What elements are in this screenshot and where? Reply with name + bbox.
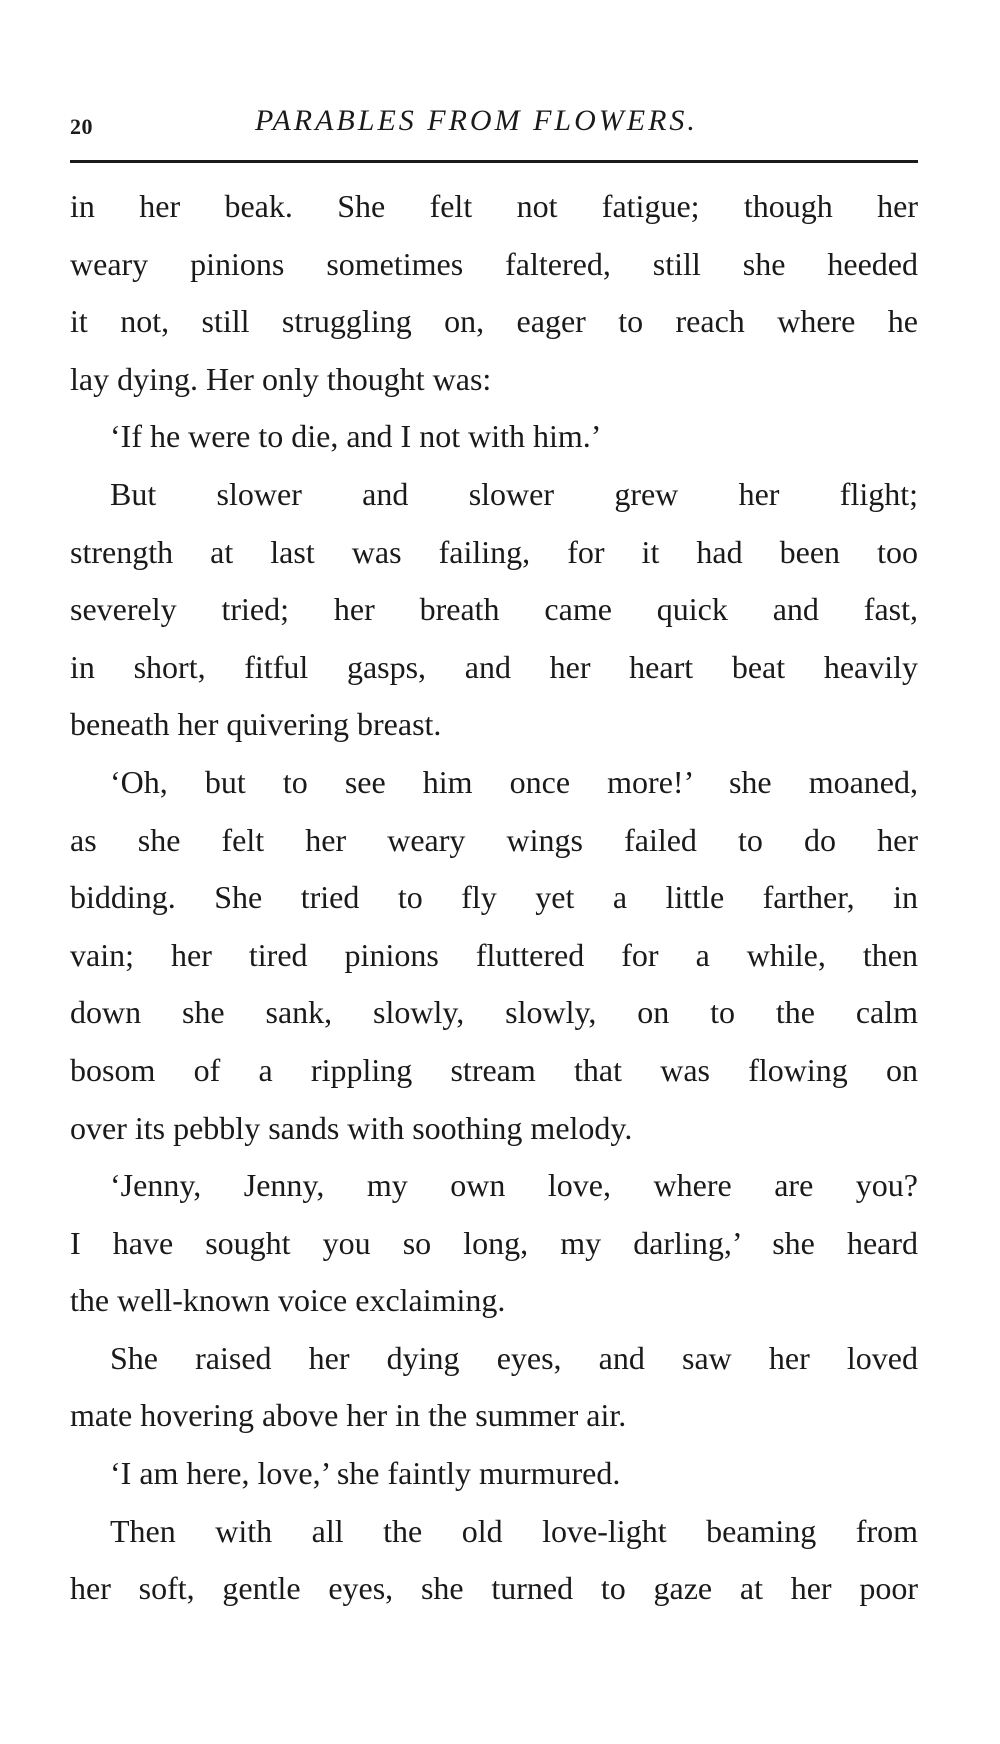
text-line: in her beak. She felt not fatigue; though her: [70, 188, 918, 224]
text-line: ‘Oh, but to see him once more!’ she moaned,: [110, 763, 918, 800]
text-line: bosom of a rippling stream that was flowing on: [70, 1051, 918, 1088]
text-line: bidding. She tried to fly yet a little farther, in: [70, 879, 918, 916]
text-line: Then with all the old love-light beaming from: [110, 1512, 918, 1549]
text-line: But slower and slower grew her flight;: [110, 475, 918, 512]
text-line: mate hovering above her in the summer air.: [70, 1397, 627, 1434]
text-line: ‘Jenny, Jenny, my own love, where are you?: [110, 1167, 918, 1204]
text-line: ‘I am here, love,’ she faintly murmured.: [110, 1455, 621, 1492]
text-line: She raised her dying eyes, and saw her loved: [110, 1339, 918, 1376]
text-line: vain; her tired pinions fluttered for a while, then: [70, 936, 918, 973]
text-line: down she sank, slowly, slowly, on to the calm: [70, 994, 918, 1031]
body-text: [70, 178, 918, 1618]
running-title: PARABLES FROM FLOWERS.: [255, 104, 698, 137]
text-line: lay dying. Her only thought was:: [70, 360, 492, 397]
text-line: it not, still struggling on, eager to reach where he: [70, 303, 918, 340]
text-line: in short, fitful gasps, and her heart beat heavily: [70, 648, 918, 685]
page-header: [70, 104, 918, 148]
text-line: ‘If he were to die, and I not with him.’: [110, 418, 602, 455]
text-line: the well-known voice exclaiming.: [70, 1282, 506, 1319]
text-line: I have sought you so long, my darling,’ she heard: [70, 1224, 918, 1261]
text-line: severely tried; her breath came quick and fast,: [70, 591, 918, 628]
text-line: her soft, gentle eyes, she turned to gaze at her poor: [70, 1570, 918, 1607]
text-line: as she felt her weary wings failed to do her: [70, 821, 918, 858]
text-line: strength at last was failing, for it had been too: [70, 533, 918, 570]
page-number: 20: [70, 114, 93, 139]
header-rule: [70, 160, 918, 163]
text-line: weary pinions sometimes faltered, still she heeded: [70, 245, 918, 282]
text-line: beneath her quivering breast.: [70, 706, 442, 743]
text-line: over its pebbly sands with soothing melody.: [70, 1109, 633, 1146]
